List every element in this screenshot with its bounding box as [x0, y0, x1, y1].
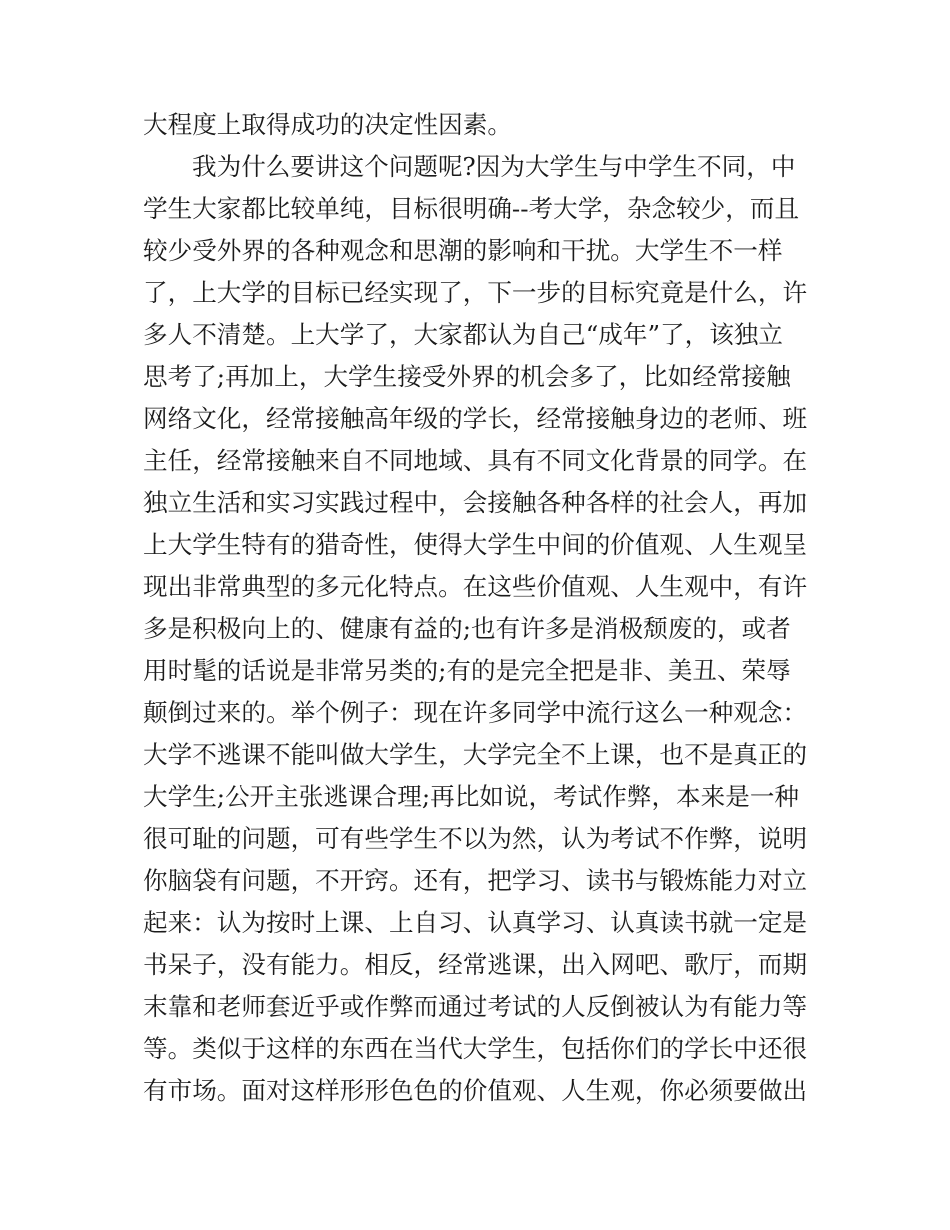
text-line: 起来：认为按时上课、上自习、认真学习、认真读书就一定是 — [143, 908, 808, 937]
body-text — [143, 104, 823, 1112]
text-line: 用时髦的话说是非常另类的;有的是完全把是非、美丑、荣辱 — [143, 656, 791, 685]
text-line: 等。类似于这样的东西在当代大学生，包括你们的学长中还很 — [143, 1034, 808, 1063]
text-line: 较少受外界的各种观念和思潮的影响和干扰。大学生不一样 — [143, 236, 783, 265]
text-line: 现出非常典型的多元化特点。在这些价值观、人生观中，有许 — [143, 572, 808, 601]
text-line: 学生大家都比较单纯，目标很明确--考大学，杂念较少，而且 — [143, 194, 800, 223]
text-line: 大学不逃课不能叫做大学生，大学完全不上课，也不是真正的 — [143, 740, 808, 769]
text-line: 末靠和老师套近乎或作弊而通过考试的人反倒被认为有能力等 — [143, 992, 808, 1021]
paragraph-first-line: 我为什么要讲这个问题呢?因为大学生与中学生不同，中 — [192, 152, 796, 181]
text-line: 了，上大学的目标已经实现了，下一步的目标究竟是什么，许 — [143, 278, 808, 307]
text-line: 多人不清楚。上大学了，大家都认为自己“成年”了，该独立 — [143, 320, 783, 349]
text-line: 独立生活和实习实践过程中，会接触各种各样的社会人，再加 — [143, 488, 808, 517]
text-line: 主任，经常接触来自不同地域、具有不同文化背景的同学。在 — [143, 446, 808, 475]
text-line: 你脑袋有问题，不开窍。还有，把学习、读书与锻炼能力对立 — [143, 866, 808, 895]
text-line: 颠倒过来的。举个例子：现在许多同学中流行这么一种观念： — [143, 698, 808, 727]
text-line: 网络文化，经常接触高年级的学长，经常接触身边的老师、班 — [143, 404, 808, 433]
text-line: 有市场。面对这样形形色色的价值观、人生观，你必须要做出 — [143, 1076, 808, 1105]
text-line: 思考了;再加上，大学生接受外界的机会多了，比如经常接触 — [143, 362, 791, 391]
text-line: 大学生;公开主张逃课合理;再比如说，考试作弊，本来是一种 — [143, 782, 800, 811]
text-line: 大程度上取得成功的决定性因素。 — [143, 110, 512, 139]
text-line: 书呆子，没有能力。相反，经常逃课，出入网吧、歌厅，而期 — [143, 950, 808, 979]
text-line: 很可耻的问题，可有些学生不以为然，认为考试不作弊，说明 — [143, 824, 808, 853]
text-line: 多是积极向上的、健康有益的;也有许多是消极颓废的，或者 — [143, 614, 791, 643]
text-line: 上大学生特有的猎奇性，使得大学生中间的价值观、人生观呈 — [143, 530, 808, 559]
